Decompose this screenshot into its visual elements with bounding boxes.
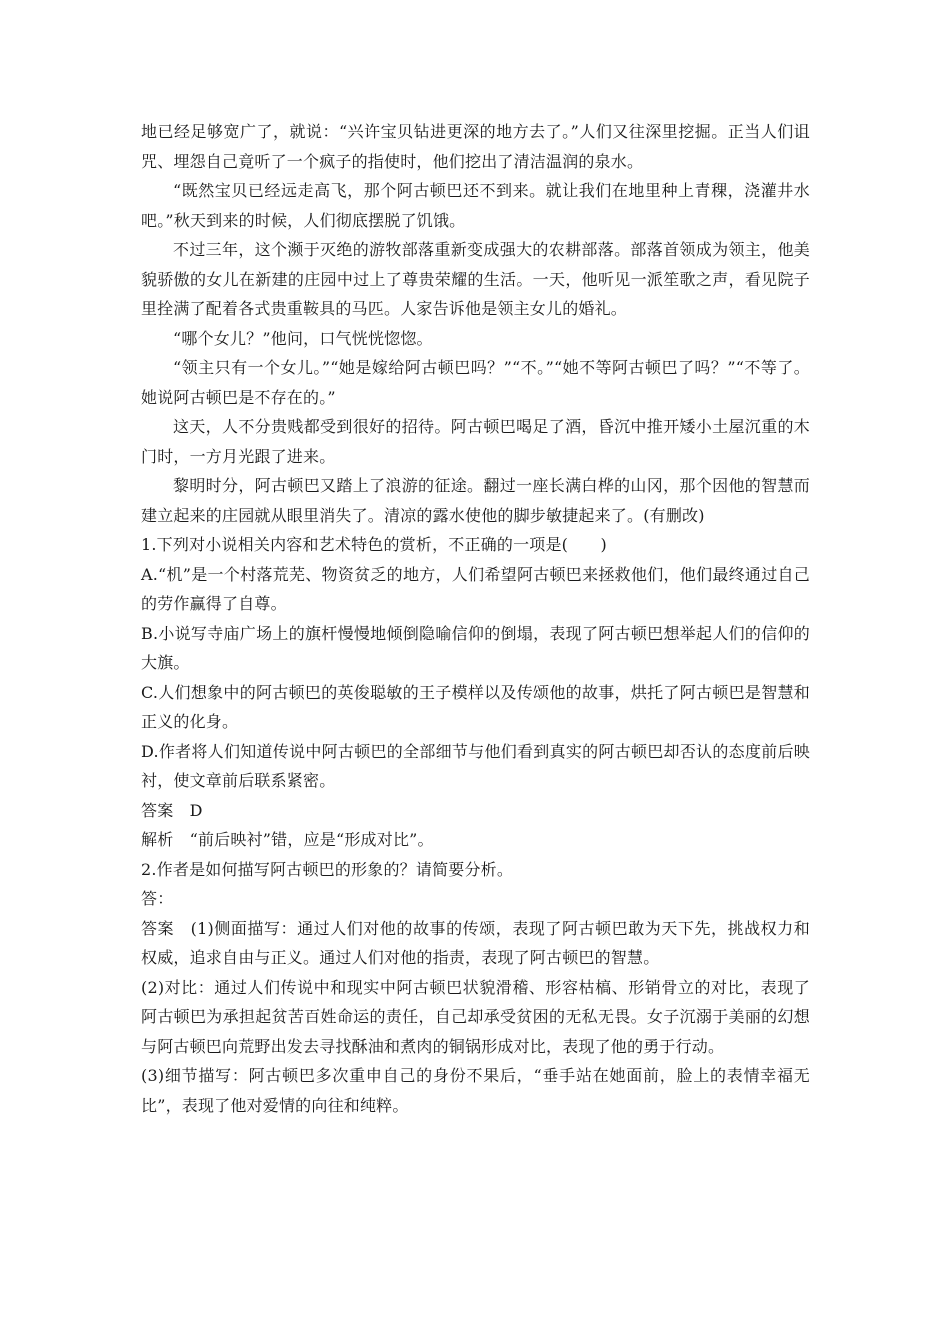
question-1-option-d: D.作者将人们知道传说中阿古顿巴的全部细节与他们看到真实的阿古顿巴却否认的态度前后映衬，使文章前后联系紧密。: [141, 741, 810, 790]
question-2-answer-part-1: 答案 (1)侧面描写：通过人们对他的故事的传颂，表现了阿古顿巴敢为天下先，挑战权力和权威，追求自由与正义。通过人们对他的指责，表现了阿古顿巴的智慧。: [141, 918, 810, 967]
question-1-option-b: B.小说写寺庙广场上的旗杆慢慢地倾倒隐喻信仰的倒塌，表现了阿古顿巴想举起人们的信仰的大旗。: [141, 623, 810, 672]
question-1-answer: 答案 D: [141, 800, 203, 820]
question-1: 1.下列对小说相关内容和艺术特色的赏析，不正确的一项是( ): [141, 535, 607, 554]
passage-paragraph: 地已经足够宽广了，就说：“兴许宝贝钻进更深的地方去了。”人们又往深里挖掘。正当人们诅咒、埋怨自己竟听了一个疯子的指使时，他们挖出了清洁温润的泉水。: [141, 122, 810, 171]
passage-paragraph: 不过三年，这个濒于灭绝的游牧部落重新变成强大的农耕部落。部落首领成为领主，他美貌骄傲的女儿在新建的庄园中过上了尊贵荣耀的生活。一天，他听见一派笙歌之声，看见院子里拴满了配着各式贵重鞍具的马匹。人家告诉他是领主女儿的婚礼。: [141, 240, 810, 318]
question-2-answer-part-2: (2)对比：通过人们传说中和现实中阿古顿巴状貌滑稽、形容枯槁、形销骨立的对比，表现了阿古顿巴为承担起贫苦百姓命运的责任，自己却承受贫困的无私无畏。女子沉溺于美丽的幻想与阿古顿巴向荒野出发去寻找酥油和煮肉的铜锅形成对比，表现了他的勇于行动。: [141, 977, 810, 1056]
question-2-reply: 答：: [141, 889, 174, 908]
passage-paragraph: 这天，人不分贵贱都受到很好的招待。阿古顿巴喝足了酒，昏沉中推开矮小土屋沉重的木门时，一方月光跟了进来。: [141, 417, 810, 466]
question-1-analysis: 解析 “前后映衬”错，应是“形成对比”。: [141, 830, 434, 849]
question-2-answer-part-3: (3)细节描写：阿古顿巴多次重申自己的身份不果后，“垂手站在她面前，脸上的表情幸福无比”，表现了他对爱情的向往和纯粹。: [141, 1066, 810, 1115]
passage-paragraph: “哪个女儿？”他问，口气恍恍惚惚。: [173, 328, 433, 348]
passage-paragraph: “领主只有一个女儿。”“她是嫁给阿古顿巴吗？”“不。”“她不等阿古顿巴了吗？”“不等了。她说阿古顿巴是不存在的。”: [141, 358, 810, 407]
question-1-option-a: A.“机”是一个村落荒芜、物资贫乏的地方，人们希望阿古顿巴来拯救他们，他们最终通过自己的劳作赢得了自尊。: [141, 564, 810, 613]
passage-paragraph: 黎明时分，阿古顿巴又踏上了浪游的征途。翻过一座长满白桦的山冈，那个因他的智慧而建立起来的庄园就从眼里消失了。清凉的露水使他的脚步敏捷起来了。(有删改): [141, 476, 810, 525]
question-1-option-c: C.人们想象中的阿古顿巴的英俊聪敏的王子模样以及传颂他的故事，烘托了阿古顿巴是智慧和正义的化身。: [141, 682, 810, 731]
document-body: [141, 117, 810, 1120]
passage-paragraph: “既然宝贝已经远走高飞，那个阿古顿巴还不到来。就让我们在地里种上青稞，浇灌井水吧。”秋天到来的时候，人们彻底摆脱了饥饿。: [141, 181, 810, 230]
question-2: 2.作者是如何描写阿古顿巴的形象的？请简要分析。: [141, 859, 514, 879]
